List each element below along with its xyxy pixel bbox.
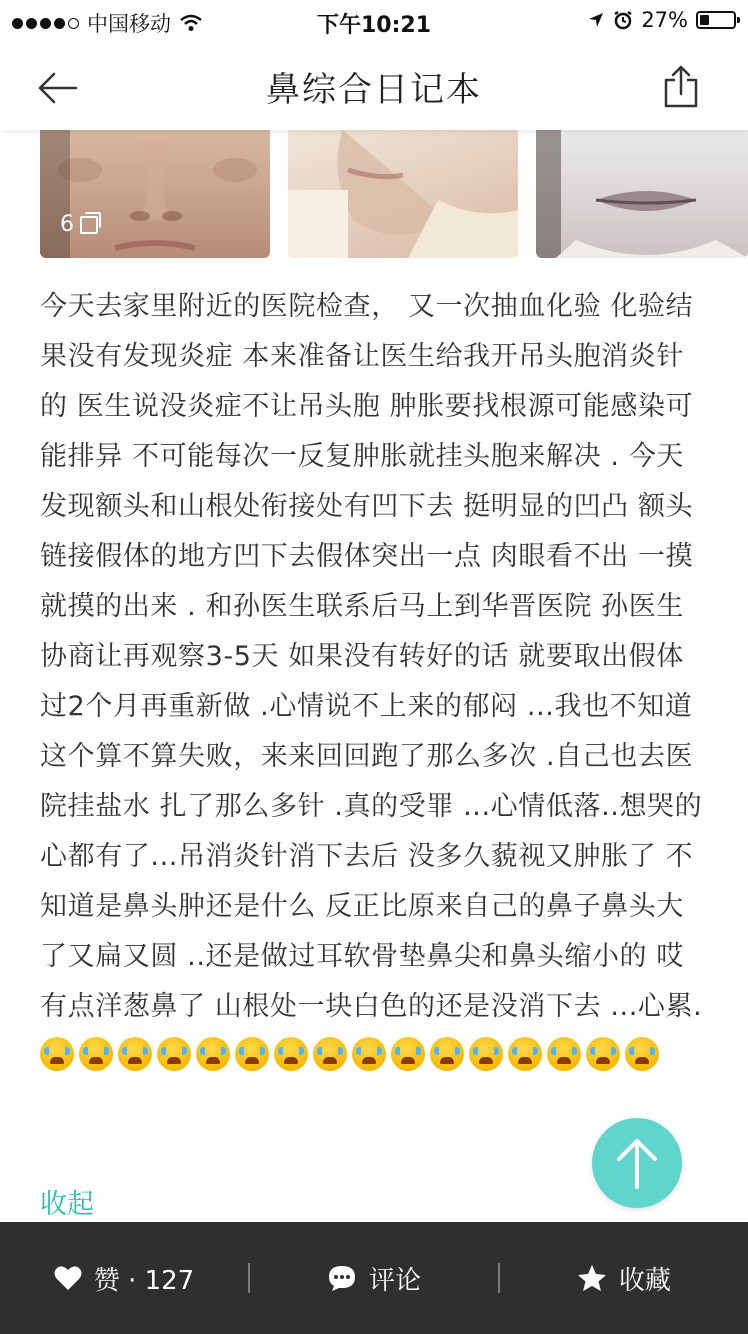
comment-bubble-icon [327, 1264, 357, 1292]
bottom-action-bar [0, 1222, 748, 1334]
post-body [40, 282, 710, 1082]
share-icon[interactable] [662, 64, 700, 110]
photo-thumbnail-2[interactable] [288, 130, 518, 258]
photo-count-badge [60, 212, 98, 237]
status-right [587, 8, 736, 32]
battery-icon [696, 11, 736, 29]
status-time: 下午10:21 [316, 13, 432, 38]
loudly-crying-face-icon [391, 1037, 425, 1071]
photo-strip [0, 130, 748, 260]
loudly-crying-face-icon [625, 1037, 659, 1071]
scroll-top-button[interactable] [592, 1118, 682, 1208]
post-body-text: 今天去家里附近的医院检查， 又一次抽血化验 化验结果没有发现炎症 本来准备让医生给我开吊头胞消炎针的 医生说没炎症不让吊头胞 肿胀要找根源可能感染可能排异 不可能每次一反复肿胀就挂头胞来解决 . 今天发现额头和山根处衔接处有凹下去 挺明显的凹凸 额头链接假体的地方凹下去假体突出一点 肉眼看不出 一摸就摸的出来 . 和孙医生联系后马上到华晋医院 孙医生协商让再观察3-5天 如果没有转好的话 就要取出假体 过2个月再重新做 .心情说不上来的郁闷 ...我也不知道这个算不算失败，来来回回跑了那么多次 .自己也去医院挂盐水 扎了那么多针 .真的受罪 ...心情低落..想哭的心都有了...吊消炎针消下去后 没多久藐视又肿胀了 不知道是鼻头肿还是什么 反正比原来自己的鼻子鼻头大了又扁又圆 ..还是做过耳软骨垫鼻尖和鼻头缩小的 哎有点洋葱鼻了 山根处一块白色的还是没消下去 ...心累. [40, 291, 703, 1022]
page-title: 鼻综合日记本 [266, 70, 482, 110]
loudly-crying-face-icon [196, 1037, 230, 1071]
photo-thumbnail-3[interactable] [536, 130, 748, 258]
like-label: 赞 · 127 [93, 1265, 195, 1296]
loudly-crying-face-icon [40, 1037, 74, 1071]
loudly-crying-face-icon [313, 1037, 347, 1071]
favorite-button[interactable] [500, 1260, 748, 1297]
carrier-name: 中国移动 [87, 12, 171, 36]
loudly-crying-face-icon [430, 1037, 464, 1071]
loudly-crying-face-icon [118, 1037, 152, 1071]
location-arrow-icon [587, 11, 605, 29]
loudly-crying-face-icon [508, 1037, 542, 1071]
loudly-crying-face-icon [235, 1037, 269, 1071]
nav-bar [0, 44, 748, 130]
star-icon [577, 1264, 607, 1292]
alarm-icon [613, 10, 633, 30]
comment-label: 评论 [368, 1265, 421, 1296]
status-bar [0, 0, 748, 44]
loudly-crying-face-icon [274, 1037, 308, 1071]
collapse-link[interactable]: 收起 [40, 1189, 94, 1220]
loudly-crying-face-icon [547, 1037, 581, 1071]
crying-emoji-row [40, 1041, 664, 1072]
heart-icon [54, 1265, 82, 1291]
arrow-up-icon [615, 1137, 659, 1189]
loudly-crying-face-icon [157, 1037, 191, 1071]
stack-icon [80, 216, 98, 234]
photo-thumbnail-1[interactable] [40, 130, 270, 258]
battery-percent: 27% [641, 8, 688, 32]
loudly-crying-face-icon [469, 1037, 503, 1071]
loudly-crying-face-icon [79, 1037, 113, 1071]
favorite-label: 收藏 [618, 1265, 671, 1296]
photo-count: 6 [60, 212, 74, 237]
loudly-crying-face-icon [352, 1037, 386, 1071]
like-button[interactable] [0, 1260, 248, 1297]
comment-button[interactable] [250, 1260, 498, 1297]
loudly-crying-face-icon [586, 1037, 620, 1071]
